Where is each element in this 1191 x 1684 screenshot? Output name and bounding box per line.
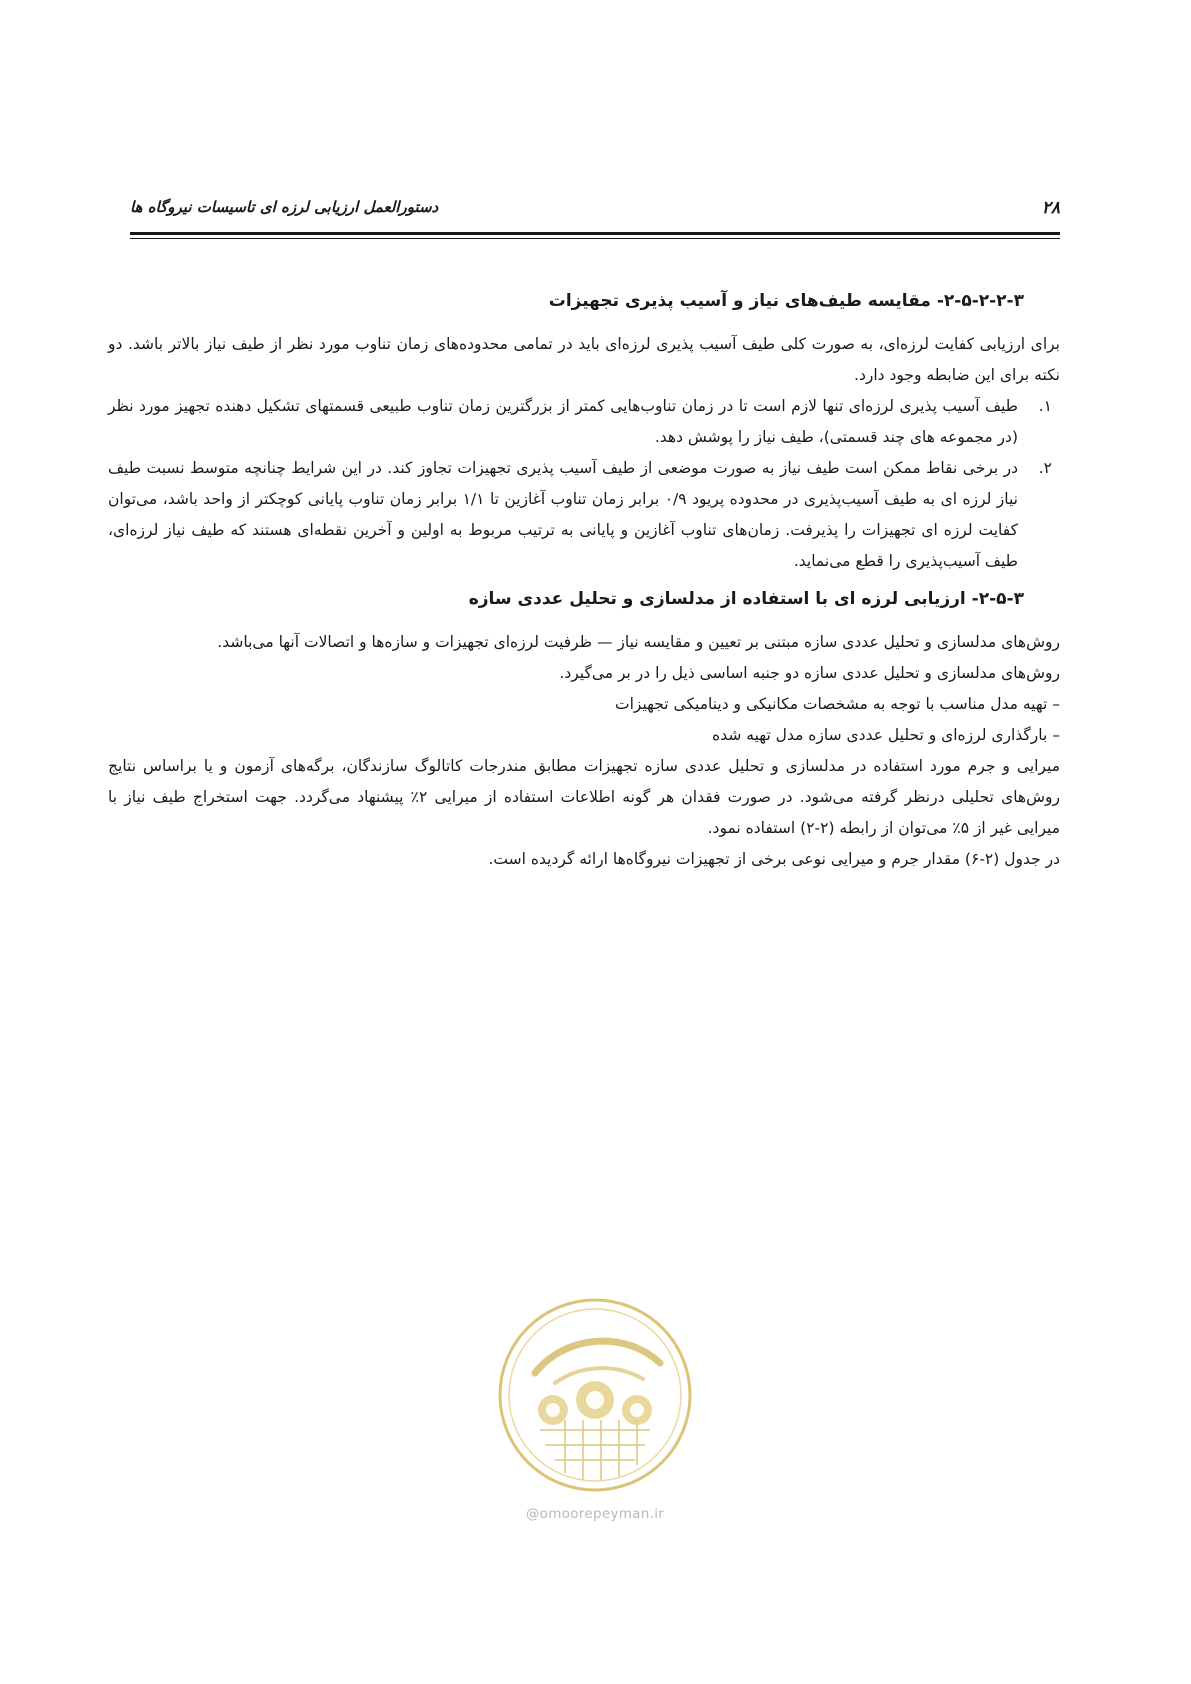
body-content — [108, 285, 1060, 875]
dash-list-item-loading: – بارگذاری لرزه‌ای و تحلیل عددی سازه مدل تهیه شده — [712, 726, 1060, 744]
list-marker: ۲. — [1038, 459, 1052, 477]
header-title: دستورالعمل ارزیابی لرزه ای تاسیسات نیروگاه ها — [130, 198, 439, 216]
numbered-list — [108, 391, 1060, 577]
section2-paragraph-3: میرایی و جرم مورد استفاده در مدلسازی و تحلیل عددی سازه تجهیزات مطابق مندرجات کاتالوگ سازندگان، برگه‌های آزمون و یا براساس نتایج روش‌های تحلیلی درنظر گرفته می‌شود. در صورت فقدان هر گونه اطلاعات استفاده از میرایی ۲٪ پیشنهاد می‌گردد. جهت استخراج طیف نیاز با میرایی غیر از ۵٪ می‌توان از رابطه (۲-۲) استفاده نمود. — [108, 757, 1060, 837]
watermark-url: @omoorepeyman.ir — [525, 1506, 665, 1522]
section2-paragraph-1: روش‌های مدلسازی و تحلیل عددی سازه مبتنی بر تعیین و مقایسه نیاز — ظرفیت لرزه‌ای تجهیزات و سازه‌ها و اتصالات آنها می‌باشد. — [217, 633, 1060, 651]
list-marker: ۱. — [1038, 397, 1052, 415]
list-item-text: در برخی نقاط ممکن است طیف نیاز به صورت موضعی از طیف آسیب پذیری تجهیزات تجاوز کند. در این شرایط چنانچه متوسط نسبت طیف نیاز لرزه ای به طیف آسیب‌پذیری در محدوده پریود ۰/۹ برابر زمان تناوب آغازین تا ۱/۱ برابر زمان تناوب پایانی کوچکتر از واحد باشد، می‌توان کفایت لرزه ای تجهیزات را پذیرفت. زمان‌های تناوب آغازین و پایانی به ترتیب مربوط به اولین و آخرین نقطه‌ای هستند که طیف نیاز لرزه‌ای، طیف آسیب‌پذیری را قطع می‌نماید. — [108, 459, 1018, 570]
list-item-text: طیف آسیب پذیری لرزه‌ای تنها لازم است تا در زمان تناوب‌هایی کمتر از بزرگترین زمان تناوب طبیعی قسمتهای تشکیل دهنده تجهیز مورد نظر (در مجموعه های چند قسمتی)، طیف نیاز را پوشش دهد. — [108, 397, 1018, 446]
watermark-logo — [495, 1295, 695, 1495]
section2-paragraph-2: روش‌های مدلسازی و تحلیل عددی سازه دو جنبه اساسی ذیل را در بر می‌گیرد. — [559, 664, 1060, 682]
running-header — [130, 198, 1060, 224]
section1-intro: برای ارزیابی کفایت لرزه‌ای، به صورت کلی طیف آسیب پذیری لرزه‌ای باید در تمامی محدوده‌های زمان تناوب مورد نظر از طیف نیاز بالاتر باشد. دو نکته برای این ضابطه وجود دارد. — [108, 335, 1060, 384]
dash-list-item-modeling: – تهیه مدل مناسب با توجه به مشخصات مکانیکی و دینامیکی تجهیزات — [615, 695, 1060, 713]
section-heading-numerical-analysis: ۲-۵-۳- ارزیابی لرزه ای با استفاده از مدلسازی و تحلیل عددی سازه — [468, 589, 1024, 609]
section-heading-demand-vs-fragility: ۲-۵-۲-۲-۳- مقایسه طیف‌های نیاز و آسیب پذیری تجهیزات — [548, 291, 1024, 311]
list-item — [108, 453, 1060, 577]
header-rule-thin — [130, 238, 1060, 239]
header-rule-thick — [130, 232, 1060, 235]
page-number: ۲۸ — [1041, 198, 1060, 218]
list-item — [108, 391, 1060, 453]
section2-paragraph-4: در جدول (۲-۶) مقدار جرم و میرایی نوعی برخی از تجهیزات نیروگاه‌ها ارائه گردیده است. — [488, 850, 1060, 868]
